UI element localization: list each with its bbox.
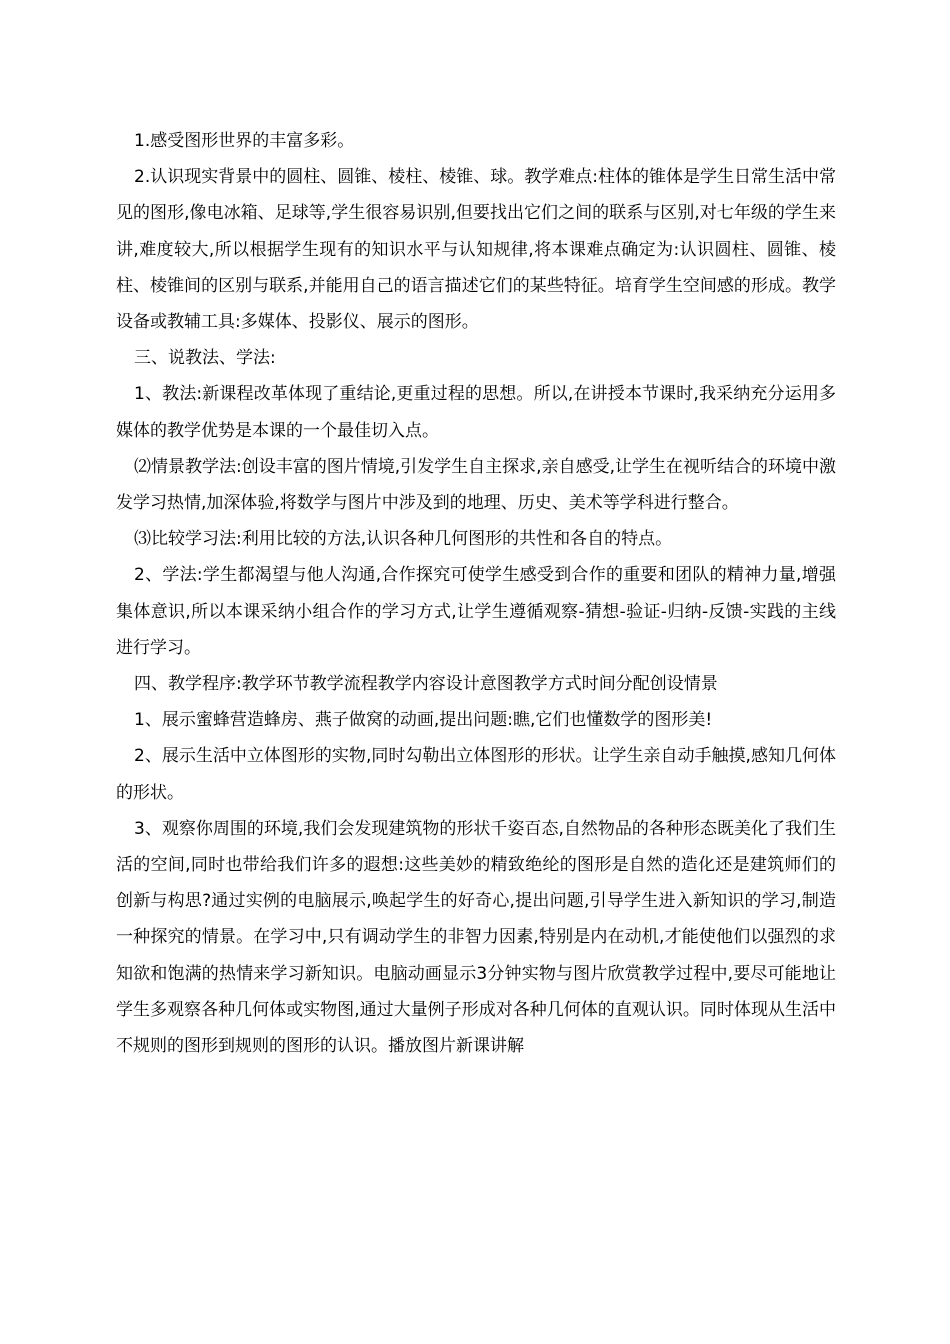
paragraph-comparison-method: ⑶比较学习法:利用比较的方法,认识各种几何图形的共性和各自的特点。 bbox=[134, 529, 673, 550]
paragraph-2: 2.认识现实背景中的圆柱、圆锥、棱柱、棱锥、球。教学难点:柱体的锥体是学生日常生活中常见的图形,像电冰箱、足球等,学生很容易识别,但要找出它们之间的联系与区别,对七年级的学生来讲,难度较大,所以根据学生现有的知识水平与认知规律,将本课难点确定为:认识圆柱、圆锥、棱柱、棱锥间的区别与联系,并能用自己的语言描述它们的某些特征。培育学生空间感的形成。教学设备或教辅工具:多媒体、投影仪、展示的图形。 bbox=[116, 167, 836, 333]
paragraph-procedure-3: 3、观察你周围的环境,我们会发现建筑物的形状千姿百态,自然物品的各种形态既美化了我们生活的空间,同时也带给我们许多的遐想:这些美妙的精致绝纶的图形是自然的造化还是建筑师们的创新与构思?通过实例的电脑展示,唤起学生的好奇心,提出问题,引导学生进入新知识的学习,制造一种探究的情景。在学习中,只有调动学生的非智力因素,特别是内在动机,才能使他们以强烈的求知欲和饱满的热情来学习新知识。电脑动画显示3分钟实物与图片欣赏教学过程中,要尽可能地让学生多观察各种几何体或实物图,通过大量例子形成对各种几何体的直观认识。同时体现从生活中不规则的图形到规则的图形的认识。播放图片新课讲解 bbox=[116, 818, 836, 1057]
paragraph-teaching-method: 1、教法:新课程改革体现了重结论,更重过程的思想。所以,在讲授本节课时,我采纳充分运用多媒体的教学优势是本课的一个最佳切入点。 bbox=[116, 384, 836, 441]
paragraph-learning-method: 2、学法:学生都渴望与他人沟通,合作探究可使学生感受到合作的重要和团队的精神力量,增强集体意识,所以本课采纳小组合作的学习方式,让学生遵循观察-猜想-验证-归纳-反馈-实践的主线进行学习。 bbox=[116, 565, 836, 658]
document-body bbox=[116, 123, 836, 1064]
paragraph-procedure-1: 1、展示蜜蜂营造蜂房、燕子做窝的动画,提出问题:瞧,它们也懂数学的图形美! bbox=[134, 710, 713, 731]
paragraph-1: 1.感受图形世界的丰富多彩。 bbox=[134, 131, 355, 151]
paragraph-situational-method: ⑵情景教学法:创设丰富的图片情境,引发学生自主探求,亲自感受,让学生在视听结合的环境中激发学习热情,加深体验,将数学与图片中涉及到的地理、历史、美术等学科进行整合。 bbox=[116, 456, 836, 514]
section-heading-procedure: 四、教学程序:教学环节教学流程教学内容设计意图教学方式时间分配创设情景 bbox=[134, 674, 718, 695]
paragraph-procedure-2: 2、展示生活中立体图形的实物,同时勾勒出立体图形的形状。让学生亲自动手触摸,感知几何体的形状。 bbox=[116, 746, 836, 803]
section-heading-methods: 三、说教法、学法: bbox=[134, 348, 276, 369]
